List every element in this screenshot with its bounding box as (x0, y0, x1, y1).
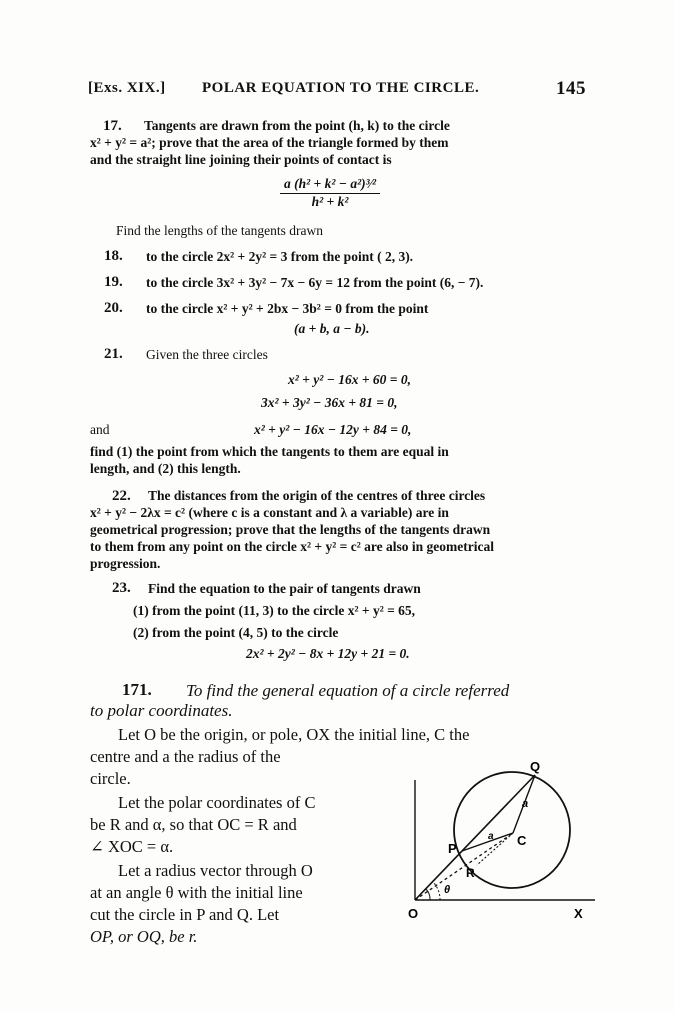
ex23-part1: (1) from the point (11, 3) to the circle x² + y² = 65, (133, 603, 416, 618)
running-title: POLAR EQUATION TO THE CIRCLE. (202, 80, 480, 96)
label-a-cp: a (488, 831, 494, 842)
ex23-text: Find the equation to the pair of tangents drawn (148, 581, 421, 596)
ex22-number: 22. (112, 488, 131, 504)
ex21-eq3: x² + y² − 16x − 12y + 84 = 0, (254, 422, 412, 437)
ex20-point: (a + b, a − b). (294, 321, 370, 336)
ex22-line5: progression. (90, 556, 161, 571)
art171-p1-line3: circle. (90, 769, 131, 788)
art171-p1-line1: Let O be the origin, or pole, OX the initial line, C the (118, 725, 470, 744)
page-number: 145 (556, 78, 586, 99)
ex21-text: Given the three circles (146, 347, 268, 362)
ex17-line1: Tangents are drawn from the point (h, k) to the circle (144, 118, 450, 133)
label-theta: θ (444, 884, 451, 896)
ex20-text: to the circle x² + y² + 2bx − 3b² = 0 from the point (146, 301, 429, 316)
ex17-line2: x² + y² = a²; prove that the area of the triangle formed by them (90, 135, 449, 150)
art171-p3-line1: Let a radius vector through O (118, 861, 313, 880)
art171-p2-line1: Let the polar coordinates of C (118, 793, 316, 812)
ex21-find1: find (1) the point from which the tangents to them are equal in (90, 444, 449, 459)
ex17-line3: and the straight line joining their points of contact is (90, 152, 392, 167)
label-a-cq: a (522, 798, 529, 810)
ex17-formula (280, 176, 380, 210)
ex21-and: and (90, 422, 110, 437)
ex22-line4: to them from any point on the circle x² + y² = c² are also in geometrical (90, 539, 494, 554)
ex19-text: to the circle 3x² + 3y² − 7x − 6y = 12 from the point (6, − 7). (146, 275, 484, 290)
ex22-line3: geometrical progression; prove that the lengths of the tangents drawn (90, 522, 491, 537)
angle-arc-alpha (426, 889, 430, 900)
ex23-number: 23. (112, 580, 131, 596)
label-p: P (448, 841, 457, 856)
find-lengths-intro: Find the lengths of the tangents drawn (116, 223, 323, 238)
exercise-set-label: [Exs. XIX.] (88, 80, 166, 96)
ex21-eq2: 3x² + 3y² − 36x + 81 = 0, (261, 395, 398, 410)
ex17-number: 17. (103, 118, 122, 134)
art171-p2-line3: ∠ XOC = α. (90, 837, 174, 856)
ex21-number: 21. (104, 346, 123, 362)
art171-p3-line4: OP, or OQ, be r. (90, 927, 198, 946)
art171-p2-line2: be R and α, so that OC = R and (90, 815, 297, 834)
ex20-number: 20. (104, 300, 123, 316)
line-oc (415, 833, 513, 900)
ex21-find2: length, and (2) this length. (90, 461, 241, 476)
ex17-formula-numerator: a (h² + k² − a²)³⁄² (280, 176, 380, 194)
art171-number: 171. (122, 680, 152, 699)
ex23-eq: 2x² + 2y² − 8x + 12y + 21 = 0. (246, 646, 410, 661)
ex22-line2: x² + y² − 2λx = c² (where c is a constant and λ a variable) are in (90, 505, 449, 520)
ex18-number: 18. (104, 248, 123, 264)
ex19-number: 19. (104, 274, 123, 290)
polar-circle-figure (400, 755, 605, 930)
label-r: R (466, 866, 475, 880)
ex22-line1: The distances from the origin of the centres of three circles (148, 488, 486, 503)
art171-title-line2: to polar coordinates. (90, 701, 233, 720)
label-q: Q (530, 759, 541, 774)
art171-p3-line3: cut the circle in P and Q. Let (90, 905, 280, 924)
line-cr (477, 833, 513, 865)
label-c: C (517, 833, 527, 848)
ex21-eq1: x² + y² − 16x + 60 = 0, (288, 372, 411, 387)
art171-p1-line2: centre and a the radius of the (90, 747, 281, 766)
ex23-part2: (2) from the point (4, 5) to the circle (133, 625, 339, 640)
ex18-text: to the circle 2x² + 2y² = 3 from the point ( 2, 3). (146, 249, 414, 264)
label-o: O (408, 906, 419, 921)
label-x: X (574, 906, 583, 921)
art171-p3-line2: at an angle θ with the initial line (90, 883, 303, 902)
art171-title-line1: To find the general equation of a circle referred (186, 681, 510, 700)
ex17-formula-denominator: h² + k² (311, 194, 349, 209)
